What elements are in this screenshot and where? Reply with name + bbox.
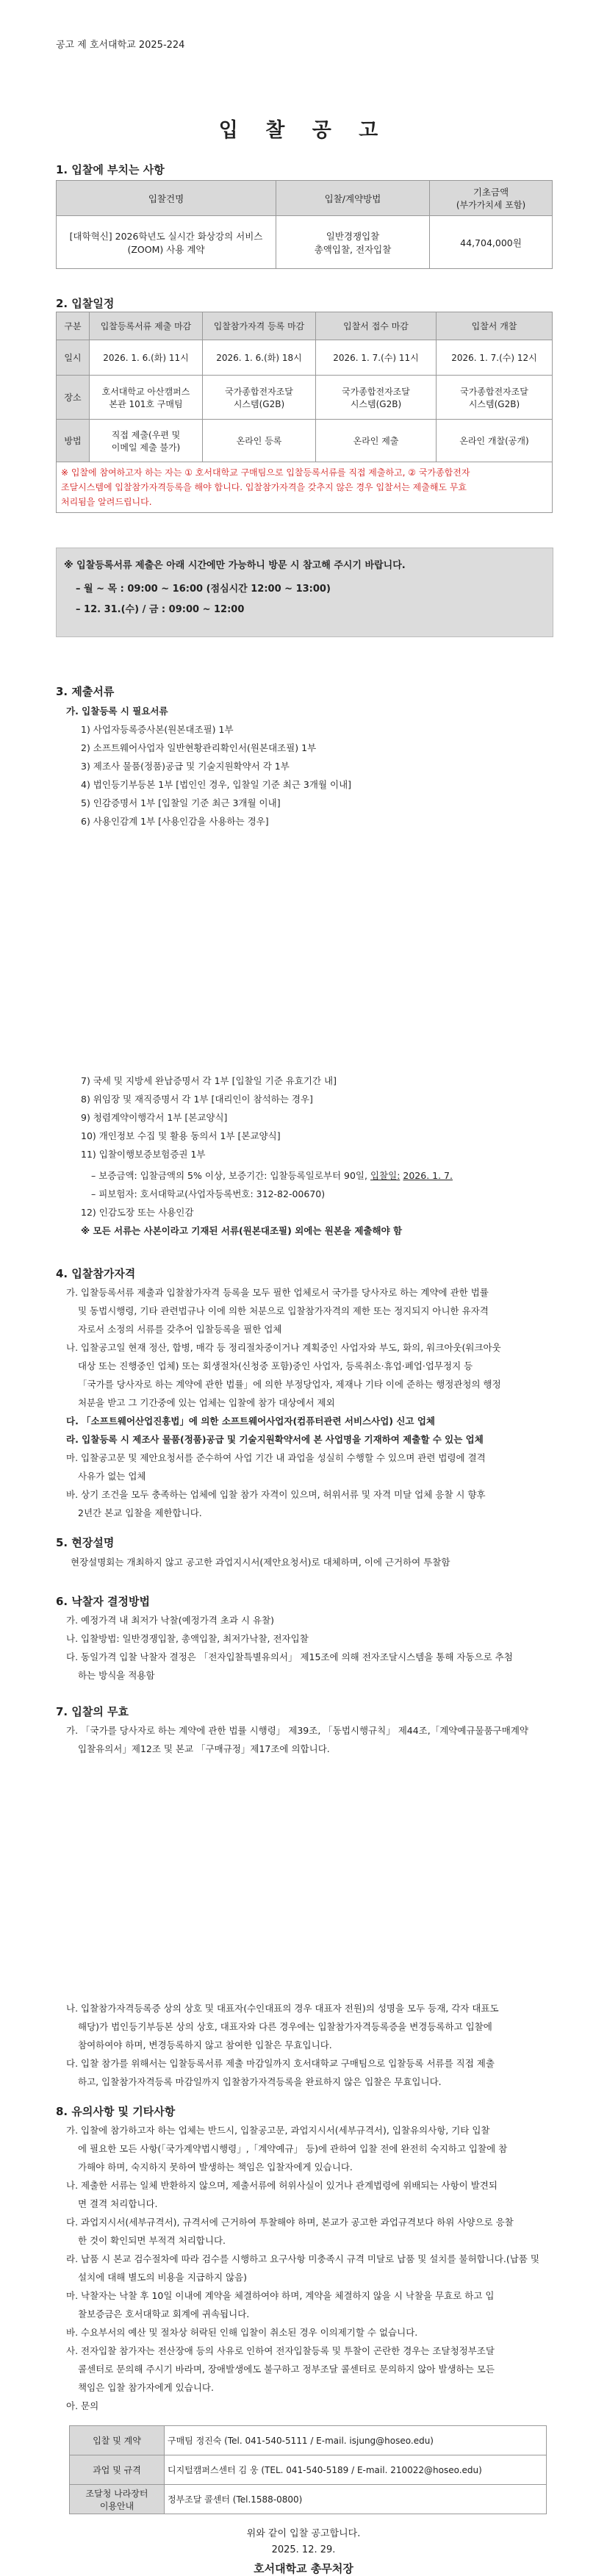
section-2-heading: 2. 입찰일정 — [56, 297, 115, 310]
schedule-header-submit: 입찰서 접수 마감 — [316, 312, 437, 340]
schedule-date-4: 2026. 1. 7.(수) 12시 — [437, 340, 553, 376]
contact-label-g2b: 조달청 나라장터 이용안내 — [70, 2485, 165, 2514]
bond-amount-line: – 보증금액: 입찰금액의 5% 이상, 보증기간: 입찰등록일로부터 90일, 입찰일: 2026. 1. 7. — [91, 1170, 453, 1181]
contact-table — [69, 2425, 547, 2514]
bid-items-table — [56, 180, 553, 269]
s6-body: 가. 예정가격 내 최저가 낙찰(예정가격 초과 시 유찰) 나. 입찰방법: 일반경쟁입찰, 총액입찰, 최저가낙찰, 전자입찰 다. 동일가격 입찰 낙찰자 결정은 「전자입찰특별유의서」 제15조에 의해 전자조달시스템을 통해 자동으로 추첨 하는 방식을 적용함 — [66, 1615, 513, 1681]
s5-text: 현장설명회는 개최하지 않고 공고한 과업지시서(제안요청서)로 대체하며, 이에 근거하여 투찰함 — [71, 1557, 450, 1568]
hours-note: ※ 입찰등록서류 제출은 아래 시간에만 가능하니 방문 시 참고해 주시기 바랍니다. — [64, 560, 406, 571]
schedule-place-1: 호서대학교 아산캠퍼스 본관 101호 구매팀 — [90, 376, 203, 420]
s3-sub-ga: 가. 입찰등록 시 필요서류 — [66, 706, 168, 717]
contact-value-bid: 구매팀 정진숙 (Tel. 041-540-5111 / E-mail. isjung@hoseo.edu) — [165, 2426, 547, 2455]
s7-na-da: 나. 입찰참가자격등록증 상의 상호 및 대표자(수인대표의 경우 대표자 전원)의 성명을 모두 등재, 각자 대표도 해당)가 법인등기부등본 상의 상호, 대표자와 다른 경우에는 입찰참가자격등록증을 변경등록하고 입찰에 참여하여야 하며, 변경등록하지 않고 참여한 입찰은 무효입니다. 다. 입찰 참가를 위해서는 입찰등록서류 제출 마감일까지 호서대학교 구매팀으로 입찰등록 서류를 직접 제출 하고, 입찰참가자격등록 마감일까지 입찰참가자격등록을 완료하지 않은 입찰은 무효입니다. — [66, 2003, 499, 2087]
contact-value-g2b: 정부조달 콜센터 (Tel.1588-0800) — [165, 2485, 547, 2514]
s3-items-group-2: 7) 국세 및 지방세 완납증명서 각 1부 [입찰일 기준 유효기간 내] 8) 위임장 및 재직증명서 각 1부 [대리인이 참석하는 경우] 9) 청렴계약이행각서 1부 [본교양식] 10) 개인정보 수집 및 활용 동의서 1부 [본교양식] 11) 입찰이행보증보험증권 1부 — [81, 1075, 337, 1160]
notice-number: 공고 제 호서대학교 2025-224 — [56, 40, 185, 51]
page-title: 입 찰 공 고 — [218, 119, 389, 142]
section-4-heading: 4. 입찰참가자격 — [56, 1267, 136, 1280]
schedule-header-qualification: 입찰참가자격 등록 마감 — [203, 312, 316, 340]
schedule-header-opening: 입찰서 개찰 — [437, 312, 553, 340]
schedule-date-1: 2026. 1. 6.(화) 11시 — [90, 340, 203, 376]
schedule-label-method: 방법 — [57, 420, 90, 462]
schedule-place-2: 국가종합전자조달 시스템(G2B) — [203, 376, 316, 420]
contact-label-bid: 입찰 및 계약 — [70, 2426, 165, 2455]
cell-base-amount: 44,704,000원 — [430, 216, 553, 269]
section-1-heading: 1. 입찰에 부치는 사항 — [56, 163, 165, 176]
section-3-heading: 3. 제출서류 — [56, 685, 115, 698]
schedule-label-date: 일시 — [57, 340, 90, 376]
section-6-heading: 6. 낙찰자 결정방법 — [56, 1595, 151, 1608]
cell-bid-name: [대학혁신] 2026학년도 실시간 화상강의 서비스 (ZOOM) 사용 계약 — [57, 216, 276, 269]
schedule-header-division: 구분 — [57, 312, 90, 340]
cell-bid-method: 일반경쟁입찰 총액입찰, 전자입찰 — [276, 216, 430, 269]
bond-insured-line: – 피보험자: 호서대학교(사업자등록번호: 312-82-00670) — [91, 1188, 326, 1199]
schedule-label-place: 장소 — [57, 376, 90, 420]
contact-value-spec: 디지털캠퍼스센터 김 웅 (TEL. 041-540-5189 / E-mail. 210022@hoseo.edu) — [165, 2455, 547, 2485]
notice-date: 2025. 12. 29. — [271, 2544, 336, 2555]
closing-text: 위와 같이 입찰 공고합니다. — [246, 2528, 361, 2539]
s4-body: 가. 입찰등록서류 제출과 입찰참가자격 등록을 모두 필한 업체로서 국가를 당사자로 하는 계약에 관한 법률 및 동법시행령, 기타 관련법규나 이에 의한 처분으로 입찰참가자격의 제한 또는 정지되지 아니한 유자격 자로서 소정의 서류를 갖추어 입찰등록을 필한 업체 나. 입찰공고일 현재 정산, 합병, 매각 등 정리절차중이거나 계획중인 사업자와 부도, 화의, 워크아웃(워크아웃 대상 또는 진행중인 업체) 또는 회생절차(신청중 포함)중인 사업자, 등록취소·휴업·폐업·업무정지 등 「국가를 당사자로 하는 계약에 관한 법률」에 의한 부정당업자, 제재나 기타 이에 준하는 행정관청의 행정 처분을 받고 그 기간중에 있는 업체는 입찰에 참가 대상에서 제외 다. 「소프트웨어산업진흥법」에 의한 소프트웨어사업자(컴퓨터관련 서비스사업) 신고 업체 라. 입찰등록 시 제조사 물품(정품)공급 및 기술지원확약서에 본 사업명을 기재하여 제출할 수 있는 업체 마. 입찰공고문 및 제안요청서를 준수하여 사업 기간 내 과업을 성실히 수행할 수 있으며 관련 법령에 결격 사유가 없는 업체 바. 상기 조건을 모두 충족하는 업체에 입찰 참가 자격이 있으며, 허위서류 및 자격 미달 업체 응찰 시 향후 2년간 본교 입찰을 제한합니다. — [66, 1287, 501, 1518]
schedule-method-1: 직접 제출(우편 및 이메일 제출 불가) — [90, 420, 203, 462]
section-8-heading: 8. 유의사항 및 기타사항 — [56, 2105, 176, 2118]
s3-item-12: 12) 인감도장 또는 사용인감 — [81, 1207, 194, 1218]
schedule-place-3: 국가종합전자조달 시스템(G2B) — [316, 376, 437, 420]
s7-ga: 가. 「국가를 당사자로 하는 계약에 관한 법률 시행령」 제39조, 「동법시행규칙」 제44조,「계약예규물품구매계약 입찰유의서」제12조 및 본교 「구매규정」제17조에 의합니다. — [66, 1725, 528, 1754]
schedule-header-register-docs: 입찰등록서류 제출 마감 — [90, 312, 203, 340]
schedule-method-3: 온라인 제출 — [316, 420, 437, 462]
schedule-table — [56, 312, 553, 513]
header-base-amount: 기초금액 (부가가치세 포함) — [430, 181, 553, 216]
schedule-method-4: 온라인 개찰(공개) — [437, 420, 553, 462]
header-bid-method: 입찰/계약방법 — [276, 181, 430, 216]
s8-body: 가. 입찰에 참가하고자 하는 업체는 반드시, 입찰공고문, 과업지시서(세부규격서), 입찰유의사항, 기타 입찰 에 필요한 모든 사항(「국가계약법시행령」,「계약예규」 등)에 관하여 입찰 전에 완전히 숙지하고 입찰에 참 가해야 하며, 숙지하지 못하여 발생하는 책임은 입찰자에게 있습니다. 나. 제출한 서류는 일체 반환하지 않으며, 제출서류에 허위사실이 있거나 관계법령에 위배되는 사항이 발견되 면 결격 처리합니다. 다. 과업지시서(세부규격서), 규격서에 근거하여 투찰해야 하며, 본교가 공고한 과업규격보다 하위 사양으로 응찰 한 것이 확인되면 부적격 처리합니다. 라. 납품 시 본교 검수절차에 따라 검수를 시행하고 요구사항 미충족시 규격 미달로 납품 및 설치를 불허합니다.(납품 및 설치에 대해 별도의 비용을 지급하지 않음) 마. 낙찰자는 낙찰 후 10일 이내에 계약을 체결하여야 하며, 계약을 체결하지 않을 시 낙찰을 무효로 하고 입 찰보증금은 호서대학교 회계에 귀속됩니다. 바. 수요부서의 예산 및 절차상 허락된 인해 입찰이 취소된 경우 이의제기할 수 없습니다. 사. 전자입찰 참가자는 전산장애 등의 사유로 인하여 전자입찰등록 및 투찰이 곤란한 경우는 조달청정부조달 콜센터로 문의해 주시기 바라며, 장애발생에도 불구하고 정부조달 콜센터로 문의하지 않아 발생하는 모든 책임은 입찰 참가자에게 있습니다. 아. 문의 — [66, 2125, 539, 2411]
hours-special: – 12. 31.(수) / 금 : 09:00 ~ 12:00 — [76, 604, 245, 615]
schedule-warning-note: ※ 입찰에 참여하고자 하는 자는 ① 호서대학교 구매팀으로 입찰등록서류를 직접 제출하고, ② 국가종합전자 조달시스템에 입찰참가자격등록을 해야 합니다. 입찰참가자격을 갖추지 않은 경우 입찰서는 제출해도 무효 처리됨을 알려드립니다. — [57, 462, 553, 513]
issuer-name: 호서대학교 총무처장 — [254, 2562, 353, 2575]
schedule-place-4: 국가종합전자조달 시스템(G2B) — [437, 376, 553, 420]
submission-hours-box — [56, 548, 553, 637]
contact-label-spec: 과업 및 규격 — [70, 2455, 165, 2485]
section-7-heading: 7. 입찰의 무효 — [56, 1705, 129, 1718]
s3-original-note: ※ 모든 서류는 사본이라고 기재된 서류(원본대조필) 외에는 원본을 제출해야 함 — [81, 1225, 403, 1236]
header-bid-name: 입찰건명 — [57, 181, 276, 216]
schedule-date-3: 2026. 1. 7.(수) 11시 — [316, 340, 437, 376]
section-5-heading: 5. 현장설명 — [56, 1536, 115, 1549]
hours-weekday: – 월 ~ 목 : 09:00 ~ 16:00 (점심시간 12:00 ~ 13:00) — [76, 584, 331, 595]
schedule-date-2: 2026. 1. 6.(화) 18시 — [203, 340, 316, 376]
s3-items-group-1: 1) 사업자등록증사본(원본대조필) 1부 2) 소프트웨어사업자 일반현황관리확인서(원본대조필) 1부 3) 제조사 물품(정품)공급 및 기술지원확약서 각 1부 4) 법인등기부등본 1부 [법인인 경우, 입찰일 기준 최근 3개월 이내] 5) 인감증명서 1부 [입찰일 기준 최근 3개월 이내] 6) 사용인감계 1부 [사용인감을 사용하는 경우] — [81, 724, 352, 827]
schedule-method-2: 온라인 등록 — [203, 420, 316, 462]
